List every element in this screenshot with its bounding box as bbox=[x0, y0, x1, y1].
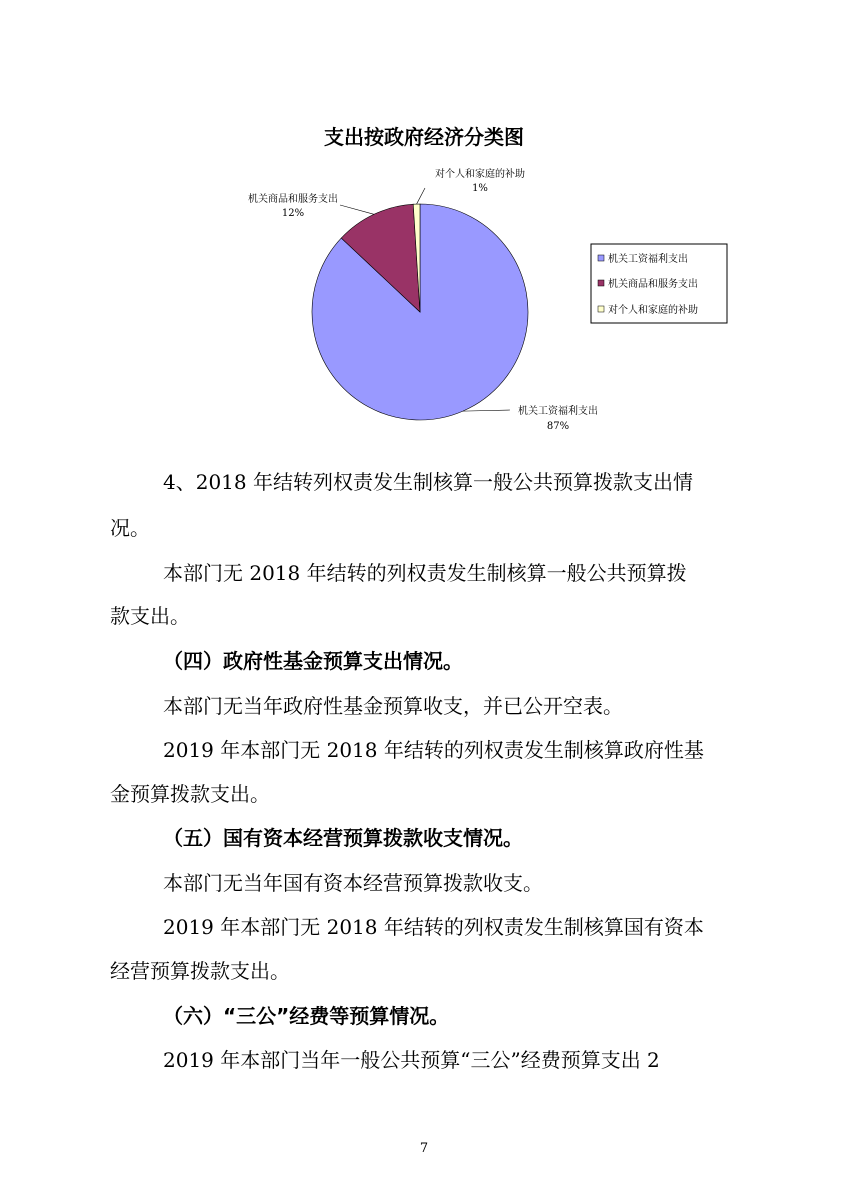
slice-label-name-1: 机关商品和服务支出 bbox=[248, 194, 338, 205]
page-number: 7 bbox=[419, 1141, 429, 1156]
paragraph-7: 金预算拨款支出。 bbox=[110, 782, 270, 806]
slice-label-value-0: 87% bbox=[546, 421, 570, 432]
leader-line-1 bbox=[340, 205, 374, 214]
paragraph-2: 况。 bbox=[110, 516, 150, 540]
slice-label-name-2: 对个人和家庭的补助 bbox=[435, 169, 525, 180]
paragraph-10: 经营预算拨款支出。 bbox=[110, 959, 290, 983]
paragraph-1: 4、2018 年结转列权责发生制核算一般公共预算拨款支出情 bbox=[163, 470, 693, 494]
legend-label-0: 机关工资福利支出 bbox=[608, 254, 688, 265]
paragraph-4: 款支出。 bbox=[110, 604, 190, 628]
paragraph-11: 2019 年本部门当年一般公共预算“三公”经费预算支出 2 bbox=[163, 1048, 660, 1072]
legend-label-2: 对个人和家庭的补助 bbox=[608, 305, 698, 316]
slice-label-name-0: 机关工资福利支出 bbox=[518, 406, 598, 417]
legend-swatch-1 bbox=[598, 280, 604, 286]
slice-label-value-2: 1% bbox=[472, 183, 488, 194]
legend-label-1: 机关商品和服务支出 bbox=[608, 279, 698, 290]
pie-slices bbox=[312, 204, 528, 420]
paragraph-9: 2019 年本部门无 2018 年结转的列权责发生制核算国有资本 bbox=[163, 915, 704, 939]
legend-swatch-0 bbox=[598, 255, 604, 261]
legend-swatch-2 bbox=[598, 306, 604, 312]
chart-title: 支出按政府经济分类图 bbox=[324, 125, 524, 149]
paragraph-3: 本部门无 2018 年结转的列权责发生制核算一般公共预算拨 bbox=[163, 561, 687, 585]
paragraph-8: 本部门无当年国有资本经营预算拨款收支。 bbox=[163, 871, 543, 895]
section-heading-6: （六）“三公”经费等预算情况。 bbox=[163, 1004, 450, 1028]
section-heading-5: （五）国有资本经营预算拨款收支情况。 bbox=[163, 826, 523, 850]
paragraph-6: 2019 年本部门无 2018 年结转的列权责发生制核算政府性基 bbox=[163, 738, 704, 762]
slice-label-value-1: 12% bbox=[281, 208, 305, 219]
paragraph-5: 本部门无当年政府性基金预算收支，并已公开空表。 bbox=[163, 694, 623, 718]
leader-line-0 bbox=[463, 410, 510, 411]
leader-line-2 bbox=[417, 188, 425, 204]
section-heading-4: （四）政府性基金预算支出情况。 bbox=[163, 649, 463, 673]
pie-chart bbox=[0, 0, 848, 460]
